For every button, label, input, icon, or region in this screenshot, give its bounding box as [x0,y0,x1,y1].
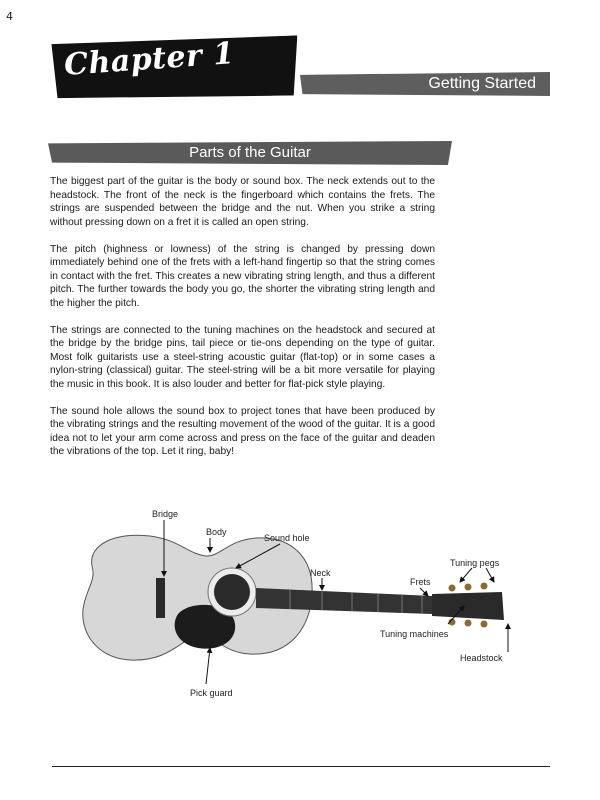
label-headstock: Headstock [460,653,503,663]
body-text [50,175,435,472]
guitar-diagram [60,496,530,706]
label-tuning-machines: Tuning machines [380,629,449,639]
chapter-subtitle: Getting Started [428,75,536,92]
label-frets: Frets [410,577,431,587]
paragraph-4: The sound hole allows the sound box to project tones that have been produced by the vibrating strings and the resulting movement of the wood of the guitar. It is a good idea not to let your arm come across and press on the face of the guitar and deaden the vibrations of the top. Let it ring, baby! [50,405,435,457]
headstock-shape [432,592,504,620]
section-title: Parts of the Guitar [189,144,311,161]
page-number: 4 [6,10,13,23]
label-sound-hole: Sound hole [264,533,310,543]
bridge-shape [156,578,165,618]
label-tuning-pegs: Tuning pegs [450,558,500,568]
label-neck: Neck [310,568,331,578]
paragraph-1: The biggest part of the guitar is the body or sound box. The neck extends out to the headstock. The front of the neck is the fingerboard which contains the frets. The strings are suspended between the bridge and the nut. When you strike a string without pressing down on a fret it is called an open string. [50,176,435,228]
footer-rule [52,766,550,767]
label-bridge: Bridge [152,509,179,519]
label-body: Body [206,527,227,537]
label-pick-guard: Pick guard [190,688,233,698]
paragraph-3: The strings are connected to the tuning machines on the headstock and secured at the bridge by the bridge pins, tail piece or tie-ons depending on the type of guitar. Most folk guitarists use a steel-string acoustic guitar (flat-top) or in some cases a nylon-string (classical) guitar. The steel-string will be a bit more versatile for playing the music in this book. It is also louder and better for flat-pick style playing. [50,324,435,390]
chapter-title: Chapter 1 [62,36,236,83]
paragraph-2: The pitch (highness or lowness) of the string is changed by pressing down immediately behind one of the frets with a left-hand fingertip so that the string comes in contact with the fret. This creates a new vibrating string length, and thus a different pitch. The further towards the body you go, the shorter the vibrating string length and the higher the pitch. [50,243,435,309]
